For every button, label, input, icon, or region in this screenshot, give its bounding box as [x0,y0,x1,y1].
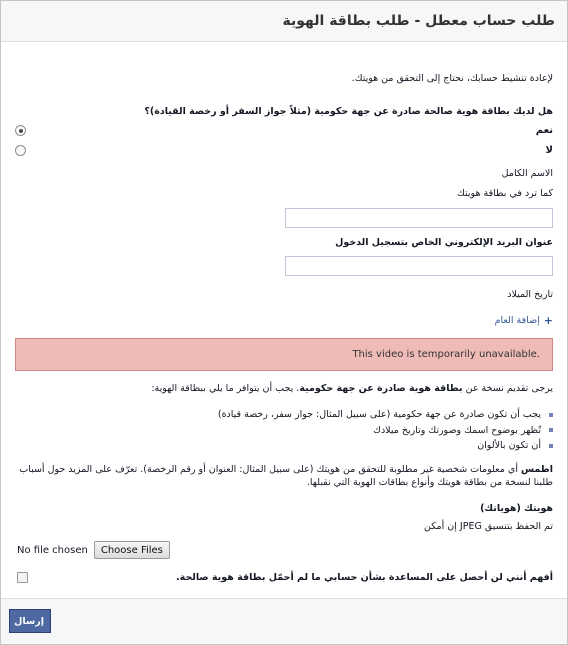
email-input[interactable] [285,256,553,276]
radio-yes[interactable] [15,125,26,136]
radio-option-no[interactable] [15,145,553,156]
add-year-link[interactable] [495,314,553,327]
radio-option-yes[interactable] [15,125,553,136]
dialog-footer [1,598,567,644]
mask-bold: اطمس [520,464,553,475]
bullet-icon [549,428,553,432]
confirm-checkbox[interactable] [17,572,28,583]
confirm-row[interactable] [17,572,553,583]
choose-files-button[interactable]: Choose Files [94,541,170,559]
list-item [218,438,553,454]
submit-intro-c: . يجب أن يتوافر ما يلي ببطاقة الهوية: [151,383,300,394]
file-picker [17,541,170,559]
plus-icon: + [543,314,553,327]
submit-intro-a: يرجى تقديم نسخة عن [462,383,553,394]
file-status: No file chosen [17,544,88,556]
submit-instructions [15,382,553,395]
requirement-text: يجب أن تكون صادرة عن جهة حكومية (على سبيل المثال: جواز سفر، رخصة قيادة) [217,409,541,421]
full-name-input[interactable] [285,208,553,228]
video-message: This video is temporarily unavailable. [352,349,540,360]
requirements-list [218,407,553,454]
radio-yes-label: نعم [535,125,553,136]
bullet-icon [549,413,553,417]
id-label: هويتك (هوياتك) [480,503,553,514]
submit-intro-b: بطاقة هوية صادرة عن جهة حكومية [299,383,463,394]
confirm-label: أفهم أنني لن أحصل على المساعدة بشأن حسابي ما لم أحمّل بطاقة هوية صالحة. [176,572,553,583]
video-unavailable-box [15,338,553,371]
full-name-hint: كما ترد في بطاقة هويتك [457,188,553,199]
mask-instructions [15,463,553,489]
dialog-title: طلب حساب معطل - طلب بطاقة الهوية [282,13,555,29]
list-item [218,407,553,423]
list-item [218,423,553,439]
full-name-label: الاسم الكامل [501,168,553,179]
submit-button[interactable]: إرسال [9,609,51,633]
dialog-header [1,1,567,42]
requirement-text: أن تكون بالألوان [477,440,541,452]
radio-no[interactable] [15,145,26,156]
id-question: هل لديك بطاقة هوية صالحة صادرة عن جهة حكومية (مثلاً جواز السفر أو رخصة القيادة)؟ [144,106,553,117]
email-label: عنوان البريد الإلكتروني الخاص بتسجيل الدخول [335,237,553,248]
birthdate-label: تاريخ الميلاد [507,289,553,300]
bullet-icon [549,444,553,448]
intro-text: لإعادة تنشيط حسابك، نحتاج إلى التحقق من هويتك. [351,73,553,84]
radio-no-label: لا [545,145,553,156]
requirement-text: تُظهر بوضوح اسمك وصورتك وتاريخ ميلادك [373,424,541,436]
id-hint: تم الحفظ بتنسيق JPEG إن أمكن [424,521,553,532]
add-year-label: إضافة العام [494,315,540,326]
mask-text: أي معلومات شخصية غير مطلوبة للتحقق من هويتك (على سبيل المثال: العنوان أو رقم الرخصة). تعرّف على المزيد حول أسباب طلبنا لنسخة من بطاقة هويتك وأنواع بطاقات الهوية التي نقبلها. [19,464,553,488]
